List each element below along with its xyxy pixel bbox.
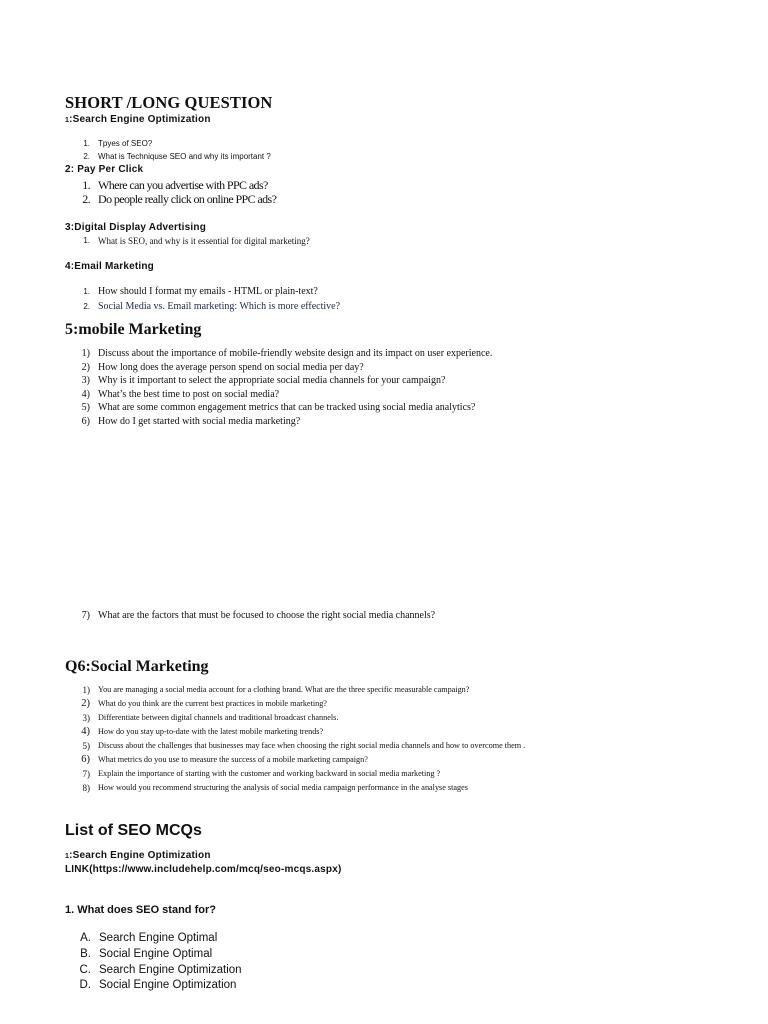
mcq-option-text: Social Engine Optimal [99, 947, 213, 960]
section-2-list [82, 178, 277, 206]
list-item: 2. What is Techniquse SEO and why its important ? [83, 152, 271, 161]
section-1-number: 1 [65, 117, 70, 124]
list-item: 1. How should I format my emails - HTML or plain-text? [83, 286, 318, 297]
section-5-list [81, 347, 493, 429]
section-6-heading: Q6:Social Marketing [65, 658, 209, 675]
list-item: 8) How would you recommend structuring the analysis of social media campaign performance in the analyse stages [82, 783, 468, 793]
section-6-list [81, 683, 526, 795]
list-item: 5) Discuss about the challenges that businesses may face when choosing the right social media channels and how to overcome them . [82, 741, 526, 751]
list-item: 7) What are the factors that must be focused to choose the right social media channels? [81, 610, 436, 621]
list-item: 3) Why is it important to select the appropriate social media channels for your campaign? [81, 375, 446, 387]
list-item: 2. Social Media vs. Email marketing: Which is more effective? [83, 300, 341, 312]
list-item-text: Explain the importance of starting with the customer and working backward in social media marketing ? [98, 769, 441, 778]
mcq-section-heading [65, 850, 211, 861]
list-item-text: What are the factors that must be focused to choose the right social media channels? [98, 610, 436, 621]
list-item-text: Where can you advertise with PPC ads? [98, 178, 268, 192]
list-item-text: What’s the best time to post on social media? [98, 388, 280, 400]
list-item: 1) You are managing a social media account for a clothing brand. What are the three specific measurable campaign? [82, 685, 470, 695]
mcq-title: List of SEO MCQs [65, 822, 202, 839]
page-title: SHORT /LONG QUESTION [65, 93, 273, 112]
list-item-text: What is Techniquse SEO and why its important ? [98, 152, 271, 161]
list-item-text: What do you think are the current best practices in mobile marketing? [98, 699, 327, 708]
list-item: 2. Do people really click on online PPC ads? [82, 192, 277, 206]
list-item-text: Discuss about the challenges that businesses may face when choosing the right social media channels and how to overcome them . [98, 741, 526, 750]
section-4-heading: 4:Email Marketing [65, 261, 154, 272]
list-item: 7) Explain the importance of starting with the customer and working backward in social media marketing ? [82, 769, 441, 779]
list-item: 3) Differentiate between digital channels and traditional broadcast channels. [82, 713, 339, 723]
section-3-heading: 3:Digital Display Advertising [65, 222, 207, 233]
list-item: 5) What are some common engagement metrics that can be tracked using social media analytics? [81, 402, 476, 414]
list-item-text: Differentiate between digital channels and traditional broadcast channels. [98, 713, 339, 722]
section-1-heading [65, 114, 211, 125]
mcq-option-text: Search Engine Optimization [99, 963, 242, 976]
list-item: 4) What’s the best time to post on social media? [81, 388, 280, 400]
list-item: 6) How do I get started with social media marketing? [81, 415, 301, 427]
list-item: 1. Tpyes of SEO? [83, 139, 153, 148]
list-item-text: How do you stay up-to-date with the latest mobile marketing trends? [98, 727, 324, 736]
mcq-options [79, 931, 242, 994]
list-item: 1. Where can you advertise with PPC ads? [82, 178, 268, 192]
mcq-option-text: Search Engine Optimal [99, 932, 218, 944]
list-item: 1) Discuss about the importance of mobile-friendly website design and its impact on user experience. [81, 348, 493, 359]
list-item: 4) How do you stay up-to-date with the latest mobile marketing trends? [81, 726, 324, 737]
section-1-list [83, 137, 271, 163]
list-item: 1. What is SEO, and why is it essential for digital marketing? [83, 236, 310, 246]
list-item-text: Social Media vs. Email marketing: Which is more effective? [98, 300, 341, 312]
list-item-text: How should I format my emails - HTML or plain-text? [98, 286, 318, 297]
list-item-text: What are some common engagement metrics that can be tracked using social media analytics? [98, 402, 476, 414]
section-2-heading: 2: Pay Per Click [65, 164, 144, 175]
mcq-option: A. Search Engine Optimal [80, 932, 218, 944]
mcq-option-text: Social Engine Optimization [99, 979, 237, 992]
section-5-heading: 5:mobile Marketing [65, 321, 202, 338]
list-item-text: How do I get started with social media marketing? [98, 415, 301, 427]
list-item-text: What is SEO, and why is it essential for digital marketing? [98, 236, 310, 246]
mcq-option: D. Social Engine Optimization [79, 979, 237, 992]
mcq-option: B. Social Engine Optimal [80, 947, 213, 960]
section-1-title: :Search Engine Optimization [69, 114, 211, 125]
section-4-list [83, 285, 341, 314]
mcq-section-number: 1 [65, 853, 70, 860]
section-5-list-continued [81, 609, 436, 623]
section-3-list [83, 236, 310, 246]
list-item-text: How would you recommend structuring the analysis of social media campaign performance in the analyse stages [98, 783, 468, 792]
list-item-text: How long does the average person spend on social media per day? [98, 361, 364, 373]
list-item-text: You are managing a social media account for a clothing brand. What are the three specific measurable campaign? [98, 685, 470, 694]
list-item-text: What metrics do you use to measure the success of a mobile marketing campaign? [98, 755, 368, 764]
list-item-text: Why is it important to select the appropriate social media channels for your campaign? [98, 375, 446, 387]
list-item: 2) What do you think are the current best practices in mobile marketing? [81, 698, 327, 709]
list-item-text: Do people really click on online PPC ads? [98, 192, 277, 206]
list-item: 2) How long does the average person spend on social media per day? [81, 361, 364, 373]
list-item-text: Tpyes of SEO? [98, 139, 153, 148]
mcq-question: 1. What does SEO stand for? [65, 904, 216, 916]
mcq-option: C. Search Engine Optimization [79, 963, 242, 976]
mcq-section-title: :Search Engine Optimization [69, 850, 211, 861]
list-item: 6) What metrics do you use to measure the success of a mobile marketing campaign? [81, 754, 368, 765]
list-item-text: Discuss about the importance of mobile-friendly website design and its impact on user experience. [98, 348, 493, 359]
mcq-link[interactable]: LINK(https://www.includehelp.com/mcq/seo-mcqs.aspx) [65, 864, 342, 875]
